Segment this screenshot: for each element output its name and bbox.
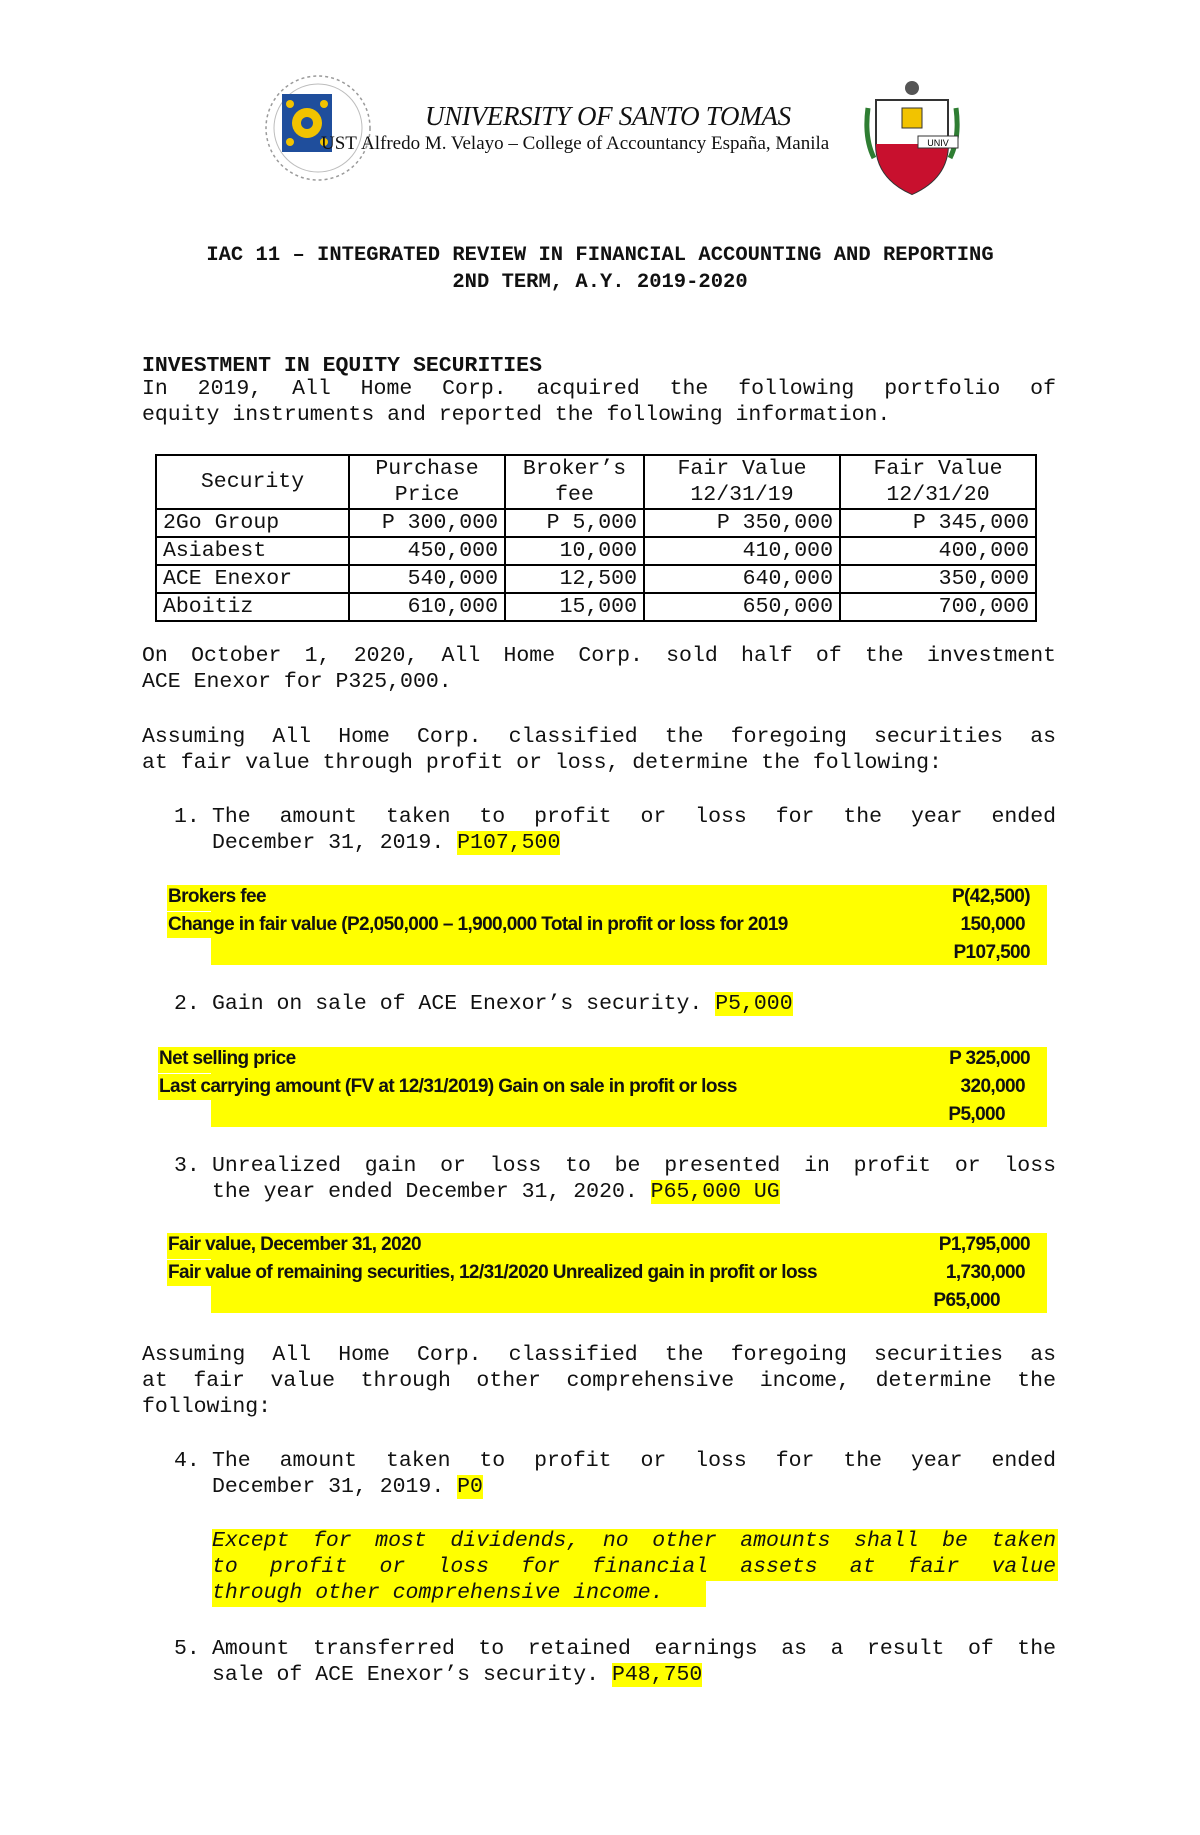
question-1-number: 1. <box>174 805 200 829</box>
header-security: Security <box>156 455 349 509</box>
calc-1-value-2: 150,000 <box>960 914 1025 935</box>
question-1-text: December 31, 2019. <box>212 831 458 855</box>
ust-label: UST <box>321 133 357 154</box>
header-fair-value-2020: Fair Value 12/31/20 <box>840 455 1036 509</box>
college-name: Alfredo M. Velayo – College of Accountancy España, Manila <box>361 133 830 154</box>
answer-5: P48,750 <box>611 1663 703 1687</box>
purchase-price: 540,000 <box>349 565 505 593</box>
fvoci-intro-line-3: following: <box>142 1395 272 1419</box>
fair-value-2020: 700,000 <box>840 593 1036 621</box>
sale-note-line-2: ACE Enexor for P325,000. <box>142 670 452 694</box>
calc-3-label-2: Fair value of remaining securities, 12/31/2020 Unrealized gain in profit or loss <box>168 1262 817 1283</box>
calc-1-value-1: P(42,500) <box>951 886 1030 907</box>
question-5-number: 5. <box>174 1637 200 1661</box>
question-3-line-2 <box>212 1180 780 1204</box>
calc-3-label-1: Fair value, December 31, 2020 <box>168 1234 421 1255</box>
question-3-text: the year ended December 31, 2020. <box>212 1180 651 1204</box>
fvpl-intro-line-1: Assuming All Home Corp. classified the foregoing securities as <box>142 725 1056 749</box>
question-4-line-2 <box>212 1475 483 1499</box>
sale-note-line-1: On October 1, 2020, All Home Corp. sold half of the investment <box>142 644 1056 668</box>
question-4-line-1: The amount taken to profit or loss for the year ended <box>212 1449 1056 1473</box>
calc-3-total: P65,000 <box>933 1290 1000 1311</box>
table-row <box>156 509 1036 537</box>
note-4-line-1: Except for most dividends, no other amounts shall be taken <box>212 1529 1056 1553</box>
question-5-line-2 <box>212 1663 702 1687</box>
question-4-number: 4. <box>174 1449 200 1473</box>
calc-2-total: P5,000 <box>948 1104 1005 1125</box>
university-name: UNIVERSITY OF SANTO TOMAS <box>425 101 791 131</box>
calc-2-value-2: 320,000 <box>960 1076 1025 1097</box>
fvoci-intro-line-2: at fair value through other comprehensive income, determine the <box>142 1369 1056 1393</box>
crest-label: UNIV <box>927 138 949 148</box>
table-row <box>156 593 1036 621</box>
calc-3-value-1: P1,795,000 <box>938 1234 1030 1255</box>
calc-2-label-2: Last carrying amount (FV at 12/31/2019) Gain on sale in profit or loss <box>159 1076 737 1097</box>
term-title: 2ND TERM, A.Y. 2019-2020 <box>452 271 748 294</box>
security-name: ACE Enexor <box>156 565 349 593</box>
intro-line-1: In 2019, All Home Corp. acquired the following portfolio of <box>142 377 1056 401</box>
security-name: Asiabest <box>156 537 349 565</box>
fair-value-2019: 410,000 <box>644 537 840 565</box>
question-1-line-2 <box>212 831 560 855</box>
purchase-price: 610,000 <box>349 593 505 621</box>
calc-1-total: P107,500 <box>953 942 1030 963</box>
security-name: 2Go Group <box>156 509 349 537</box>
note-4-line-2: to profit or loss for financial assets at fair value <box>212 1555 1056 1579</box>
calc-2-label-1: Net selling price <box>159 1048 296 1069</box>
fvoci-intro-line-1: Assuming All Home Corp. classified the foregoing securities as <box>142 1343 1056 1367</box>
question-4-text: December 31, 2019. <box>212 1475 458 1499</box>
fvpl-intro-line-2: at fair value through profit or loss, determine the following: <box>142 751 942 775</box>
fair-value-2020: 350,000 <box>840 565 1036 593</box>
portfolio-table <box>155 454 1037 622</box>
question-2-number: 2. <box>174 992 200 1016</box>
intro-line-2: equity instruments and reported the following information. <box>142 403 891 427</box>
question-1-line-1: The amount taken to profit or loss for the year ended <box>212 805 1056 829</box>
ust-seal <box>262 72 374 184</box>
header-fair-value-2019: Fair Value 12/31/19 <box>644 455 840 509</box>
calc-2-value-1: P 325,000 <box>949 1048 1030 1069</box>
fair-value-2020: 400,000 <box>840 537 1036 565</box>
course-title: IAC 11 – INTEGRATED REVIEW IN FINANCIAL ACCOUNTING AND REPORTING <box>206 244 994 267</box>
answer-4: P0 <box>457 1475 483 1499</box>
purchase-price: 450,000 <box>349 537 505 565</box>
header-purchase-price: Purchase Price <box>349 455 505 509</box>
brokers-fee: 10,000 <box>505 537 644 565</box>
brokers-fee: 12,500 <box>505 565 644 593</box>
accountancy-crest <box>862 78 962 196</box>
table-row <box>156 537 1036 565</box>
question-5-text: sale of ACE Enexor’s security. <box>212 1663 612 1687</box>
section-title: INVESTMENT IN EQUITY SECURITIES <box>142 354 542 378</box>
answer-2: P5,000 <box>715 992 793 1016</box>
purchase-price: P 300,000 <box>349 509 505 537</box>
table-row <box>156 565 1036 593</box>
fair-value-2019: P 350,000 <box>644 509 840 537</box>
fair-value-2019: 650,000 <box>644 593 840 621</box>
table-header-row <box>156 455 1036 509</box>
brokers-fee: 15,000 <box>505 593 644 621</box>
answer-1: P107,500 <box>457 831 561 855</box>
calc-1-label-2: Change in fair value (P2,050,000 – 1,900,000 Total in profit or loss for 2019 <box>168 914 788 935</box>
fair-value-2019: 640,000 <box>644 565 840 593</box>
question-3-line-1: Unrealized gain or loss to be presented in profit or loss <box>212 1154 1056 1178</box>
header-brokers-fee: Broker’s fee <box>505 455 644 509</box>
note-4-line-3: through other comprehensive income. <box>212 1581 664 1605</box>
question-2-line-1 <box>212 992 793 1016</box>
calc-1-label-1: Brokers fee <box>168 886 266 907</box>
question-5-line-1: Amount transferred to retained earnings as a result of the <box>212 1637 1056 1661</box>
calc-3-value-2: 1,730,000 <box>945 1262 1025 1283</box>
answer-3: P65,000 UG <box>650 1180 780 1204</box>
fair-value-2020: P 345,000 <box>840 509 1036 537</box>
question-2-text: Gain on sale of ACE Enexor’s security. <box>212 992 716 1016</box>
brokers-fee: P 5,000 <box>505 509 644 537</box>
question-3-number: 3. <box>174 1154 200 1178</box>
security-name: Aboitiz <box>156 593 349 621</box>
